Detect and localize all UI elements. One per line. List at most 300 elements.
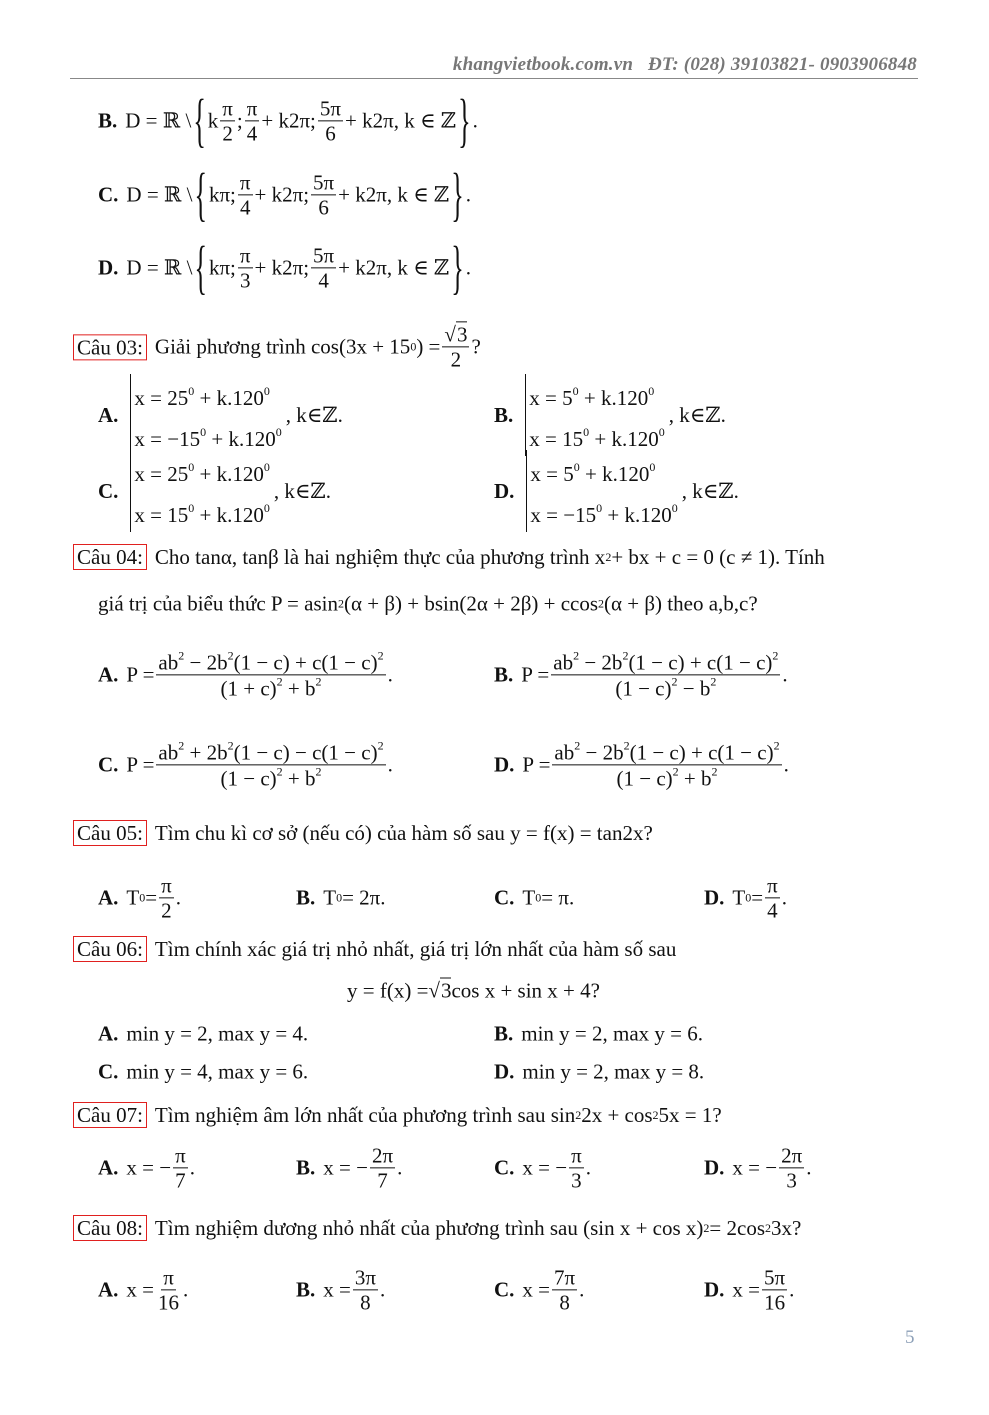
left-brace: { — [194, 233, 207, 301]
superscript: 2 — [573, 648, 580, 663]
math-text: Cho tanα, tanβ là hai nghiệm thực của phương trình x — [154, 544, 606, 569]
option-label: B. — [494, 402, 514, 427]
numerator — [156, 649, 385, 675]
math-text: + k.120 — [194, 462, 264, 486]
numerator — [245, 96, 260, 121]
superscript: 0 — [658, 425, 665, 439]
option-label: D. — [704, 1277, 725, 1302]
superscript: 2 — [227, 738, 234, 753]
math-text: π — [222, 96, 233, 121]
math-text: . — [465, 182, 471, 207]
math-text: + k2π, k ∈ ℤ — [345, 108, 457, 133]
option-label: D. — [98, 255, 119, 280]
denominator — [156, 1291, 181, 1315]
math-text: min y = 2, max y = 8. — [522, 1059, 705, 1084]
math-text: 3π — [354, 1265, 376, 1290]
math-text: + b — [678, 766, 712, 791]
superscript: 2 — [710, 674, 717, 689]
answer-option — [98, 160, 471, 228]
fraction — [220, 96, 235, 145]
denominator — [784, 1169, 799, 1193]
math-text: + k2π; — [254, 255, 310, 280]
math-text: . — [175, 885, 181, 910]
math-text: T — [126, 885, 140, 910]
answer-option — [494, 374, 726, 456]
fraction — [238, 243, 253, 292]
math-text: kπ; — [208, 182, 236, 207]
fraction — [765, 873, 780, 922]
superscript: 2 — [377, 738, 384, 753]
superscript: 2 — [377, 648, 384, 663]
math-text: + b — [282, 676, 316, 701]
fraction — [238, 170, 253, 219]
option-label: C. — [98, 182, 119, 207]
superscript: 2 — [178, 738, 185, 753]
math-text: , k∈ℤ. — [681, 478, 739, 503]
superscript: 0 — [410, 339, 417, 354]
math-text: . — [789, 1277, 795, 1302]
answer-option — [494, 886, 574, 911]
answer-option — [98, 1265, 188, 1314]
answer-option — [98, 374, 343, 456]
denominator — [762, 1291, 787, 1315]
math-text: T — [323, 885, 337, 910]
option-label: A. — [98, 1277, 119, 1302]
fraction — [552, 1265, 577, 1314]
equation-system — [130, 374, 281, 456]
superscript: 2 — [765, 1220, 772, 1235]
math-text: 5π — [313, 170, 335, 195]
math-text: 2π — [781, 1143, 803, 1168]
question-label: Câu 06: — [73, 936, 147, 962]
set-braces — [192, 233, 465, 301]
math-text: (1 − c) — [616, 766, 673, 791]
math-text: . — [465, 255, 471, 280]
superscript: 2 — [623, 738, 630, 753]
square-root: √3 — [428, 978, 452, 1003]
math-text: x = 25 — [134, 462, 189, 486]
option-label: A. — [98, 402, 119, 427]
fraction — [173, 1143, 188, 1192]
set-braces — [192, 160, 465, 228]
math-text: π — [246, 96, 258, 121]
math-text: 6 — [318, 195, 329, 220]
superscript: 0 — [583, 425, 590, 439]
denominator — [238, 269, 253, 293]
math-text: giá trị của biểu thức P = asin — [98, 591, 338, 616]
math-text: min y = 4, max y = 6. — [126, 1059, 309, 1084]
superscript: 0 — [596, 501, 603, 515]
fraction — [551, 649, 780, 700]
math-text: x = — [732, 1277, 761, 1302]
answer-option — [494, 649, 788, 700]
superscript: 0 — [671, 501, 678, 515]
denominator — [245, 122, 260, 146]
denominator — [316, 269, 331, 293]
math-text: x = −15 — [134, 427, 201, 451]
header-divider — [70, 78, 918, 79]
answer-option — [296, 1143, 402, 1192]
denominator — [358, 1291, 373, 1315]
superscript: 0 — [573, 460, 580, 474]
superscript: 2 — [773, 738, 780, 753]
answer-option — [98, 873, 181, 922]
option-label: B. — [296, 1155, 316, 1180]
numerator — [765, 873, 780, 898]
math-text: x = — [126, 1277, 155, 1302]
option-label: B. — [296, 1277, 316, 1302]
system-line — [529, 374, 664, 415]
superscript: 2 — [276, 764, 283, 779]
math-text: + k2π, k ∈ ℤ — [338, 182, 450, 207]
denominator — [323, 122, 338, 146]
math-text: x = 15 — [529, 427, 584, 451]
answer-option — [494, 1060, 704, 1085]
superscript: 2 — [711, 764, 718, 779]
answer-option — [296, 886, 386, 911]
numerator — [370, 1143, 395, 1168]
math-text: π — [239, 243, 251, 268]
numerator — [159, 873, 174, 898]
math-text: + k.120 — [194, 503, 264, 527]
denominator — [173, 1169, 188, 1193]
left-brace: { — [193, 86, 206, 154]
superscript: 2 — [315, 674, 322, 689]
question-q06 — [73, 936, 676, 962]
answer-option — [704, 1265, 794, 1314]
math-text: 8 — [559, 1290, 570, 1315]
math-text: . — [579, 1277, 585, 1302]
math-text: x = − — [732, 1155, 778, 1180]
fraction — [779, 1143, 804, 1192]
math-text: 2x + cos — [581, 1102, 653, 1127]
equation-system — [526, 450, 677, 532]
math-text: ab — [554, 740, 575, 765]
option-label: D. — [704, 885, 725, 910]
numerator — [353, 1265, 378, 1290]
numerator — [173, 1143, 188, 1168]
answer-option — [98, 1143, 195, 1192]
answer-option — [98, 649, 393, 700]
option-label: C. — [494, 1155, 515, 1180]
math-text: . — [472, 108, 478, 133]
question-line — [98, 592, 758, 617]
answer-option — [494, 739, 789, 790]
option-label: D. — [704, 1155, 725, 1180]
denominator — [557, 1291, 572, 1315]
math-text: x = 25 — [134, 386, 189, 410]
option-label: D. — [494, 478, 515, 503]
math-text: kπ; — [208, 255, 236, 280]
math-text: cos x + sin x + 4? — [451, 978, 600, 1003]
question-line — [347, 979, 600, 1004]
math-text: 7 — [175, 1168, 186, 1193]
denominator — [449, 348, 464, 372]
math-text: = 2π. — [342, 885, 386, 910]
math-text: . — [783, 752, 789, 777]
page-header — [453, 54, 917, 76]
math-text: 16 — [764, 1290, 786, 1315]
math-text: − 2b — [579, 650, 623, 675]
math-text: x = — [522, 1277, 551, 1302]
question-label: Câu 03: — [73, 334, 147, 360]
math-text: min y = 2, max y = 6. — [521, 1021, 704, 1046]
math-text: x = − — [126, 1155, 172, 1180]
math-text: ) = — [416, 334, 441, 359]
question-q05 — [73, 820, 653, 846]
superscript: 0 — [200, 425, 207, 439]
math-text: x = − — [323, 1155, 368, 1180]
math-text: 3 — [786, 1168, 797, 1193]
math-text: ab — [553, 650, 574, 675]
option-label: C. — [98, 752, 119, 777]
denominator — [375, 1169, 390, 1193]
superscript: 2 — [598, 596, 605, 611]
numerator — [161, 1265, 176, 1290]
math-text: T — [522, 885, 536, 910]
math-text: 2 — [161, 898, 172, 923]
math-text: (α + β) + bsin(2α + 2β) + ccos — [343, 591, 599, 616]
denominator — [159, 899, 174, 923]
option-label: A. — [98, 1155, 119, 1180]
math-text: + k.120 — [194, 386, 264, 410]
math-text: Tìm nghiệm dương nhỏ nhất của phương trình sau (sin x + cos x) — [154, 1215, 704, 1240]
left-brace: { — [194, 160, 207, 228]
question-q08 — [73, 1215, 801, 1241]
math-text: . — [806, 1155, 812, 1180]
superscript: 2 — [227, 648, 234, 663]
answer-option — [98, 1060, 308, 1085]
math-text: min y = 2, max y = 4. — [126, 1021, 309, 1046]
option-label: A. — [98, 662, 119, 687]
numerator — [551, 649, 780, 675]
option-label: A. — [98, 1021, 119, 1046]
math-text: (1 − c) + c(1 − c) — [629, 740, 774, 765]
numerator — [238, 243, 253, 268]
option-label: D. — [494, 752, 515, 777]
math-text: + k.120 — [206, 427, 276, 451]
math-text: + k.120 — [578, 386, 649, 410]
header-phone: ĐT: (028) 39103821- 0903906848 — [648, 54, 917, 75]
fraction — [159, 873, 174, 922]
math-text: + k.120 — [602, 503, 672, 527]
question-q03 — [73, 322, 481, 371]
fraction — [245, 96, 260, 145]
math-text: = — [751, 885, 764, 910]
math-text: . — [782, 662, 788, 687]
math-text: (1 + c) — [220, 676, 277, 701]
subscript: 0 — [336, 890, 343, 905]
math-text: + k2π; — [254, 182, 310, 207]
fraction — [442, 322, 469, 371]
math-text: . — [781, 885, 787, 910]
answer-option — [98, 233, 471, 301]
math-text: x = 15 — [134, 503, 189, 527]
answer-option — [296, 1265, 385, 1314]
option-label: D. — [494, 1059, 515, 1084]
math-text: π — [571, 1143, 582, 1168]
superscript: 2 — [652, 1107, 659, 1122]
equation-system — [525, 374, 664, 456]
numerator — [311, 170, 336, 195]
math-text: . — [379, 1277, 386, 1302]
subscript: 0 — [139, 890, 146, 905]
math-text: 2π — [371, 1143, 394, 1168]
math-text: (1 − c) − c(1 − c) — [233, 740, 378, 765]
math-text: Tìm chu kì cơ sở (nếu có) của hàm số sau y = f(x) = tan2x? — [154, 820, 653, 845]
math-text: 2 — [222, 121, 233, 146]
equation-system — [130, 450, 269, 532]
math-text: π — [239, 170, 251, 195]
question-label: Câu 08: — [73, 1215, 147, 1241]
math-text: (1 − c) + c(1 − c) — [233, 650, 378, 675]
math-text: 6 — [325, 121, 336, 146]
math-text: Tìm chính xác giá trị nhỏ nhất, giá trị lớn nhất của hàm số sau — [154, 936, 677, 961]
fraction — [156, 739, 385, 790]
answer-option — [494, 1022, 703, 1047]
math-text: D = ℝ \ — [126, 255, 193, 280]
numerator — [318, 96, 343, 121]
superscript: 0 — [188, 384, 195, 398]
superscript: 0 — [263, 460, 270, 474]
superscript: 2 — [337, 596, 344, 611]
math-text: 5π — [313, 243, 335, 268]
superscript: 0 — [572, 384, 579, 398]
system-line — [134, 491, 269, 532]
math-text: 3 — [571, 1168, 582, 1193]
math-text: 5π — [764, 1265, 786, 1290]
square-root: √3 — [444, 322, 468, 347]
question-label: Câu 07: — [73, 1102, 147, 1128]
superscript: 2 — [703, 1220, 710, 1235]
math-text: . — [387, 662, 393, 687]
math-text: 5π — [319, 96, 341, 121]
answer-option — [704, 873, 787, 922]
math-text: . — [183, 1277, 189, 1302]
question-q04 — [73, 544, 825, 570]
answer-option — [494, 1265, 584, 1314]
math-text: x = 5 — [530, 462, 574, 486]
superscript: 0 — [263, 384, 270, 398]
math-text: − b — [677, 676, 711, 701]
superscript: 2 — [671, 674, 678, 689]
numerator — [552, 739, 781, 765]
superscript: 2 — [605, 549, 612, 564]
system-line — [530, 450, 677, 491]
superscript: 0 — [188, 460, 195, 474]
math-text: 2 — [450, 347, 462, 372]
math-text: = π. — [541, 885, 575, 910]
math-text: = 2cos — [709, 1215, 766, 1240]
superscript: 0 — [188, 501, 195, 515]
math-text: − 2b — [580, 740, 624, 765]
question-label: Câu 05: — [73, 820, 147, 846]
math-text: D = ℝ \ — [125, 108, 192, 133]
math-text: T — [732, 885, 746, 910]
fraction — [311, 170, 336, 219]
math-text: P = — [521, 662, 550, 687]
right-brace: } — [458, 86, 471, 154]
math-text: , k∈ℤ. — [285, 402, 343, 427]
math-text: . — [387, 752, 393, 777]
fraction — [552, 739, 781, 790]
option-label: C. — [98, 1059, 119, 1084]
right-brace: } — [451, 233, 464, 301]
fraction — [318, 96, 343, 145]
math-text: + 2b — [184, 740, 228, 765]
denominator — [569, 1169, 584, 1193]
superscript: 2 — [178, 648, 185, 663]
math-text: ab — [158, 650, 179, 675]
numerator — [779, 1143, 804, 1168]
math-text: 7π — [554, 1265, 576, 1290]
subscript: 0 — [535, 890, 542, 905]
math-text: . — [189, 1155, 195, 1180]
superscript: 2 — [772, 648, 779, 663]
math-text: ; — [236, 108, 243, 133]
superscript: 2 — [672, 764, 679, 779]
math-text: + bx + c = 0 (c ≠ 1). Tính — [611, 544, 825, 569]
question-q07 — [73, 1102, 722, 1128]
math-text: + k.120 — [579, 462, 650, 486]
superscript: 0 — [648, 384, 655, 398]
math-text: π — [161, 873, 172, 898]
math-text: − 2b — [184, 650, 228, 675]
denominator — [316, 196, 331, 220]
math-text: Tìm nghiệm âm lớn nhất của phương trình sau sin — [154, 1102, 576, 1127]
numerator — [442, 322, 469, 347]
numerator — [220, 96, 235, 121]
answer-option — [98, 1022, 308, 1047]
radicand: 3 — [456, 322, 468, 347]
option-label: C. — [494, 885, 515, 910]
option-label: A. — [98, 885, 119, 910]
math-text: + k2π; — [261, 108, 316, 133]
superscript: 2 — [575, 1107, 582, 1122]
option-label: C. — [98, 478, 119, 503]
header-site: khangvietbook.com.vn — [452, 54, 634, 75]
fraction — [156, 649, 385, 700]
math-text: (1 − c) — [220, 766, 277, 791]
numerator — [552, 1265, 577, 1290]
answer-option — [494, 450, 739, 532]
fraction — [569, 1143, 584, 1192]
superscript: 0 — [263, 501, 270, 515]
superscript: 2 — [315, 764, 322, 779]
page-number: 5 — [905, 1327, 915, 1348]
denominator — [614, 766, 719, 791]
math-text: , k∈ℤ. — [273, 478, 331, 503]
radicand: 3 — [440, 978, 452, 1003]
option-label: B. — [494, 662, 514, 687]
superscript: 2 — [622, 648, 629, 663]
denominator — [765, 899, 780, 923]
math-text: 4 — [318, 268, 329, 293]
math-text: P = — [126, 752, 155, 777]
answer-option — [98, 739, 393, 790]
right-brace: } — [451, 160, 464, 228]
denominator — [218, 766, 323, 791]
math-text: x = 5 — [529, 386, 573, 410]
math-text: π — [767, 873, 778, 898]
superscript: 0 — [649, 460, 656, 474]
denominator — [613, 676, 718, 701]
option-label: C. — [494, 1277, 515, 1302]
math-text: 8 — [360, 1290, 371, 1315]
fraction — [156, 1265, 181, 1314]
math-text: = — [145, 885, 158, 910]
math-text: π — [175, 1143, 186, 1168]
